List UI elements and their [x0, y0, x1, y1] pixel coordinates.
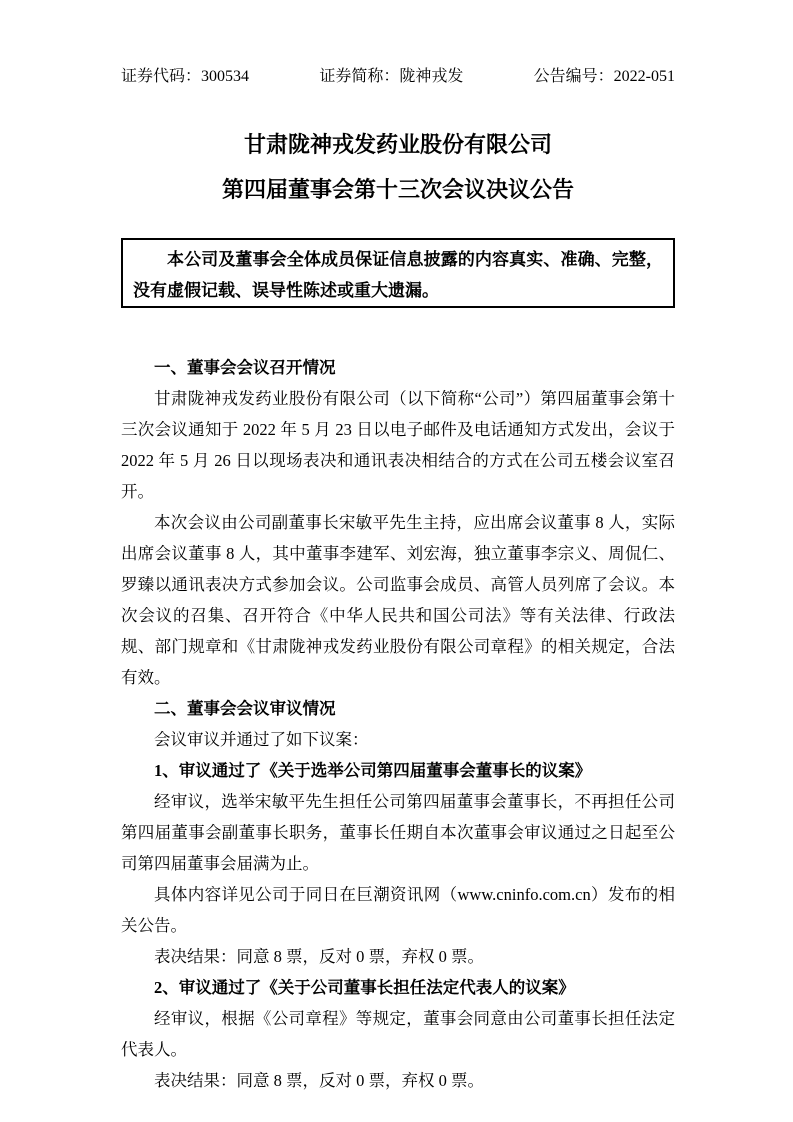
document-header [121, 66, 675, 87]
announcement-title: 第四届董事会第十三次会议决议公告 [221, 177, 574, 202]
para-item1-vote-result: 表决结果：同意 8 票，反对 0 票，弃权 0 票。 [154, 947, 484, 966]
stock-abbr: 证券简称：陇神戎发 [319, 68, 464, 85]
para-review-intro: 会议审议并通过了如下议案： [154, 730, 369, 749]
item-1-heading: 1、审议通过了《关于选举公司第四届董事会董事长的议案》 [154, 761, 592, 780]
disclaimer-text: 本公司及董事会全体成员保证信息披露的内容真实、准确、完整，没有虚假记载、误导性陈述或重大遗漏。 [133, 250, 663, 300]
company-name-title: 甘肃陇神戎发药业股份有限公司 [243, 132, 552, 157]
disclaimer-box [121, 238, 675, 308]
para-item2-vote-result: 表决结果：同意 8 票，反对 0 票，弃权 0 票。 [154, 1071, 484, 1090]
document-body [121, 352, 675, 1096]
stock-code: 证券代码：300534 [121, 68, 250, 85]
title-block [121, 122, 675, 212]
para-item1-reference: 具体内容详见公司于同日在巨潮资讯网（www.cninfo.com.cn）发布的相关公告。 [121, 885, 675, 935]
section-1-heading: 一、董事会会议召开情况 [154, 358, 336, 377]
section-2-heading: 二、董事会会议审议情况 [154, 699, 336, 718]
para-meeting-notice: 甘肃陇神戎发药业股份有限公司（以下简称“公司”）第四届董事会第十三次会议通知于 2022 年 5 月 23 日以电子邮件及电话通知方式发出，会议于 2022 年 5 月 26 日以现场表决和通讯表决相结合的方式在公司五楼会议室召开。 [121, 389, 675, 501]
para-item2-resolution: 经审议，根据《公司章程》等规定，董事会同意由公司董事长担任法定代表人。 [121, 1009, 675, 1059]
announcement-number: 公告编号：2022-051 [533, 68, 675, 85]
item-2-heading: 2、审议通过了《关于公司董事长担任法定代表人的议案》 [154, 978, 575, 997]
para-meeting-attendance: 本次会议由公司副董事长宋敏平先生主持，应出席会议董事 8 人，实际出席会议董事 8 人，其中董事李建军、刘宏海，独立董事李宗义、周侃仁、罗臻以通讯表决方式参加会议。公司监事会成员、高管人员列席了会议。本次会议的召集、召开符合《中华人民共和国公司法》等有关法律、行政法规、部门规章和《甘肃陇神戎发药业股份有限公司章程》的相关规定，合法有效。 [121, 513, 675, 687]
para-item1-resolution: 经审议，选举宋敏平先生担任公司第四届董事会董事长，不再担任公司第四届董事会副董事长职务，董事长任期自本次董事会审议通过之日起至公司第四届董事会届满为止。 [121, 792, 675, 873]
